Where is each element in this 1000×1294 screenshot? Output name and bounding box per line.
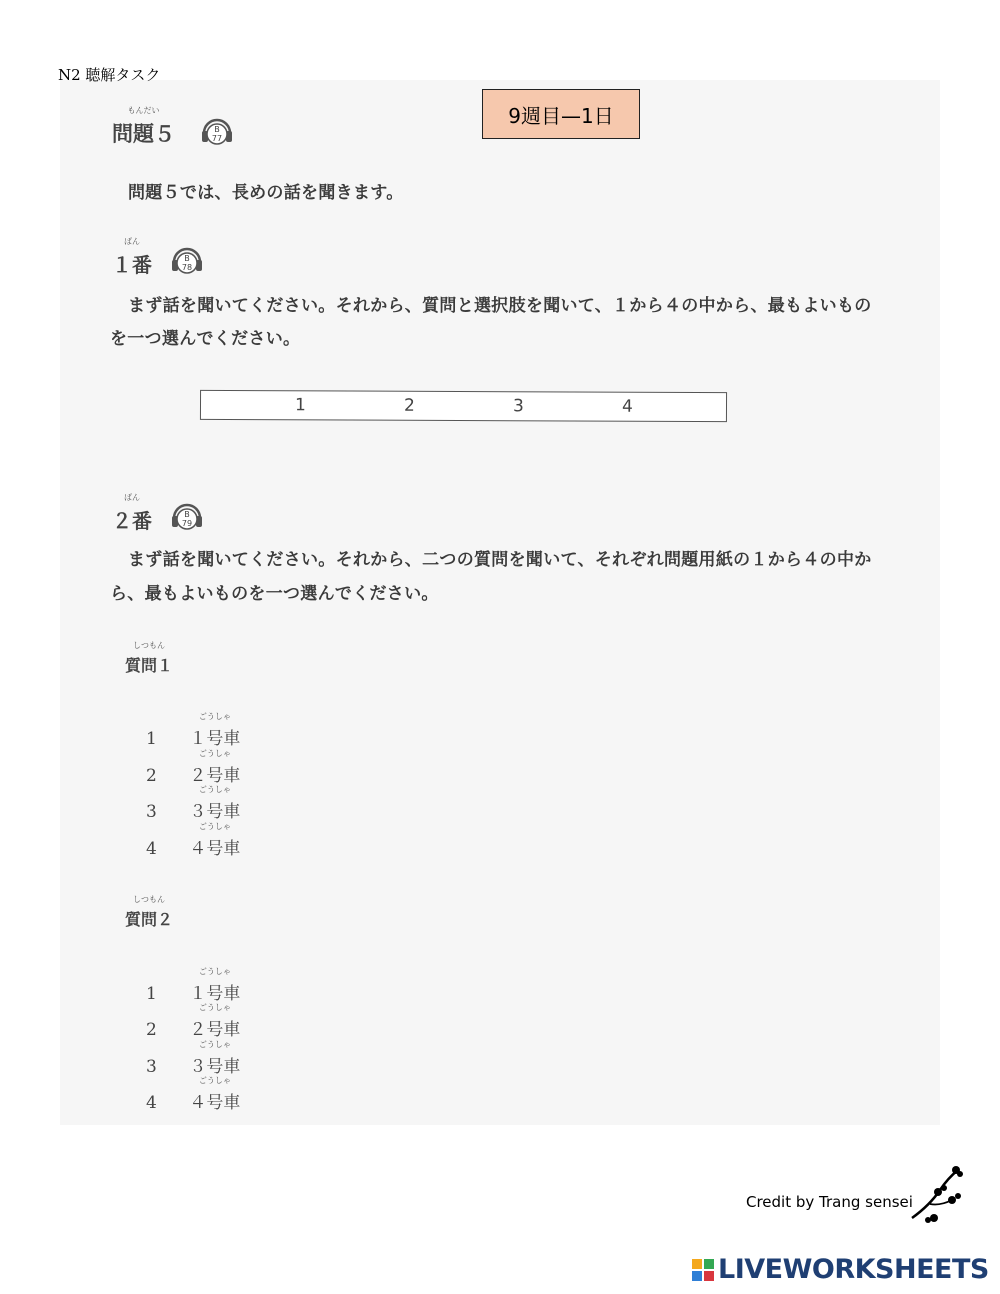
option-text: １号車 xyxy=(189,984,241,1004)
sub-question-2-option[interactable] xyxy=(146,1003,241,1040)
audio-track-icon xyxy=(170,243,204,277)
cherry-blossom-branch-icon xyxy=(900,1160,970,1230)
question-1-label: １番 xyxy=(112,253,152,277)
sub-question-2-option[interactable] xyxy=(146,967,241,1004)
option-text: ２号車 xyxy=(189,766,241,786)
sub-question-1-option[interactable] xyxy=(146,712,241,749)
sub-question-1-label: 質問１ xyxy=(125,656,174,675)
question-1-instruction-line2: を一つ選んでください。 xyxy=(110,329,301,349)
answer-choice-4[interactable]: 4 xyxy=(621,396,633,417)
worksheet-title: N2 聴解タスク xyxy=(58,66,161,84)
credit-text: Credit by Trang sensei xyxy=(746,1193,913,1211)
liveworksheets-logo xyxy=(692,1254,989,1285)
option-number: 1 xyxy=(146,729,157,749)
option-text: ４号車 xyxy=(189,1093,241,1113)
option-number: 3 xyxy=(146,1057,157,1077)
question-1-instruction-line1: まず話を聞いてください。それから、質問と選択肢を聞いて、１から４の中から、最もよいもの xyxy=(128,296,872,316)
problem-intro xyxy=(128,178,404,203)
sub-question-1-heading xyxy=(125,641,174,676)
intro-part: 聞 xyxy=(318,183,336,203)
option-number: 3 xyxy=(146,802,157,822)
option-number: 2 xyxy=(146,766,157,786)
option-ruby: ごうしゃ xyxy=(198,712,231,721)
intro-part: めの xyxy=(249,183,284,203)
option-word xyxy=(189,1076,241,1113)
audio-track-icon xyxy=(200,114,234,148)
option-text: ４号車 xyxy=(189,839,241,859)
option-ruby: ごうしゃ xyxy=(198,785,231,794)
sub-question-1-word xyxy=(125,641,174,676)
sub-question-1-option[interactable] xyxy=(146,749,241,786)
track-letter: B xyxy=(184,510,190,519)
option-number: 4 xyxy=(146,1093,157,1113)
question-2-ruby: ばん xyxy=(124,493,140,502)
problem-heading xyxy=(112,106,175,148)
track-letter: B xyxy=(184,254,190,263)
answer-choice-2[interactable]: 2 xyxy=(403,395,415,416)
sub-question-2-word xyxy=(125,895,174,930)
option-text: ３号車 xyxy=(189,802,241,822)
option-ruby: ごうしゃ xyxy=(198,1076,231,1085)
brand-name: LIVEWORKSHEETS xyxy=(718,1254,989,1285)
sub-question-2-heading xyxy=(125,895,174,930)
option-number: 4 xyxy=(146,839,157,859)
answer-choice-1[interactable]: 1 xyxy=(294,395,306,416)
option-number: 2 xyxy=(146,1020,157,1040)
option-word xyxy=(189,1040,241,1077)
answer-choice-3[interactable]: 3 xyxy=(512,396,524,417)
question-2-label: ２番 xyxy=(112,509,152,533)
sub-question-2-option[interactable] xyxy=(146,1040,241,1077)
week-day-badge: 9週目—1日 xyxy=(482,89,640,139)
option-number: 1 xyxy=(146,984,157,1004)
sub-question-2-label: 質問２ xyxy=(125,910,174,929)
option-word xyxy=(189,1003,241,1040)
sub-question-1-option[interactable] xyxy=(146,822,241,859)
audio-track-icon xyxy=(170,499,204,533)
question-2-instruction-line2: ら、最もよいものを一つ選んでください。 xyxy=(110,584,439,604)
problem-heading-text: 問題５ xyxy=(112,122,175,146)
option-ruby: ごうしゃ xyxy=(198,1003,231,1012)
question-2-word xyxy=(112,493,152,534)
answer-choice-box xyxy=(200,390,727,422)
question-1-heading xyxy=(112,237,152,278)
track-letter: B xyxy=(214,125,220,134)
question-1-ruby: ばん xyxy=(124,237,140,246)
sub-question-1-option[interactable] xyxy=(146,785,241,822)
option-word xyxy=(189,967,241,1004)
intro-part: 問題５では、 xyxy=(128,183,232,203)
sub-question-2-option[interactable] xyxy=(146,1076,241,1113)
track-number: 77 xyxy=(211,134,223,143)
option-ruby: ごうしゃ xyxy=(198,1040,231,1049)
option-word xyxy=(189,822,241,859)
sub-question-2-ruby: しつもん xyxy=(133,895,165,904)
option-word xyxy=(189,712,241,749)
intro-part: 話 xyxy=(283,183,302,203)
option-word xyxy=(189,749,241,786)
option-ruby: ごうしゃ xyxy=(198,749,231,758)
intro-part: を xyxy=(301,183,319,203)
intro-part: 長 xyxy=(231,183,250,203)
intro-part: きます。 xyxy=(335,183,404,203)
sub-question-1-ruby: しつもん xyxy=(133,641,165,650)
option-text: １号車 xyxy=(189,729,241,749)
option-ruby: ごうしゃ xyxy=(198,822,231,831)
problem-heading-word xyxy=(112,106,175,148)
track-number: 79 xyxy=(181,519,193,528)
liveworksheets-logo-icon xyxy=(692,1259,714,1281)
option-text: ２号車 xyxy=(189,1020,241,1040)
question-1-word xyxy=(112,237,152,278)
question-2-heading xyxy=(112,493,152,534)
option-word xyxy=(189,785,241,822)
option-ruby: ごうしゃ xyxy=(198,967,231,976)
track-number: 78 xyxy=(181,263,193,272)
option-text: ３号車 xyxy=(189,1057,241,1077)
problem-heading-ruby: もんだい xyxy=(127,106,160,115)
question-2-instruction-line1: まず話を聞いてください。それから、二つの質問を聞いて、それぞれ問題用紙の１から４の中か xyxy=(128,550,872,570)
